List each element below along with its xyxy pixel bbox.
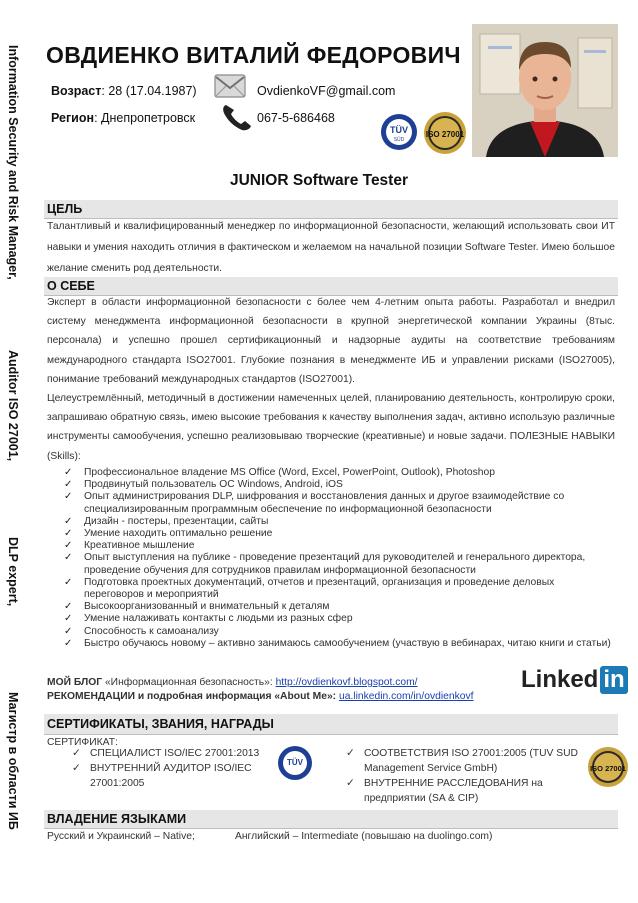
list-item: ✓ Умение налаживать контакты с людьми из разных сфер [64, 613, 353, 625]
check-icon: ✓ [64, 479, 73, 491]
sidebar-title-3: DLP expert, [6, 537, 20, 607]
language-english: Английский – Intermediate (повышаю на duolingo.com) [235, 831, 493, 842]
list-item: ✓ Способность к самоанализу [64, 625, 219, 637]
check-icon: ✓ [64, 601, 73, 613]
check-icon: ✓ [64, 528, 73, 540]
section-about-heading: О СЕБЕ [44, 277, 618, 296]
recommend-label: РЕКОМЕНДАЦИИ и подробная информация «About Me»: [47, 691, 337, 702]
list-item: ✓ ВНУТРЕННИЙ АУДИТОР ISO/IEC 27001:2005 [72, 763, 252, 789]
goal-text [47, 216, 615, 279]
list-item: ✓ Опыт выступления на публике - проведение презентаций для руководителей и генерального директора, проведение обучения для сотрудников правилам информационной безопасности [64, 552, 586, 576]
vertical-sidebar [6, 45, 34, 845]
linkedin-logo[interactable] [521, 666, 628, 694]
email-text[interactable]: OvdienkoVF@gmail.com [257, 84, 396, 98]
linkedin-in-icon: in [600, 666, 627, 694]
sidebar-title-4: Магистр в области ИБ [6, 692, 20, 830]
section-certs-heading: СЕРТИФИКАТЫ, ЗВАНИЯ, НАГРАДЫ [44, 714, 618, 735]
sidebar-title-1: Information Security and Risk Manager, [6, 45, 20, 280]
sidebar-title-2: Auditor ISO 27001, [6, 350, 20, 462]
certs-right [346, 746, 584, 806]
recommend-line [47, 691, 474, 702]
age-label: Возраст [51, 84, 102, 98]
about-paragraph-2: Целеустремлённый, методичный в достижении намеченных целей, планированию деятельность, контролирую сроки, запрашиваю обратную связь, имею высокие требования к качеству выполнения задач, активно использую различные инструменты самообучения, успешно реализовываю творческие (креативные) и новые задачи. ПОЛЕЗНЫЕ НАВЫКИ (Skills): [47, 393, 615, 462]
blog-label: МОЙ БЛОГ [47, 677, 103, 688]
list-item: ✓ Опыт администрирования DLP, шифрования и восстановления данных и другое взаимодействие со специализированным программным обеспечение по информационной безопасности [64, 491, 565, 515]
linkedin-logo-word: Linked [521, 666, 599, 693]
list-item: ✓ ВНУТРЕННИЕ РАССЛЕДОВАНИЯ на предприятии (SA & CIP) [346, 778, 543, 804]
phone-text[interactable]: 067-5-686468 [257, 111, 335, 125]
linkedin-link[interactable]: ua.linkedin.com/in/ovdienkovf [338, 691, 474, 702]
list-item: ✓ Умение находить оптимально решение [64, 528, 273, 540]
region-value: : Днепропетровск [94, 111, 196, 125]
check-icon: ✓ [64, 552, 73, 564]
phone-icon [220, 102, 254, 132]
tuv-badge-sub: SÜD [393, 137, 405, 143]
section-goal-heading: ЦЕЛЬ [44, 200, 618, 219]
language-native: Русский и Украинский – Native; [47, 831, 195, 842]
job-title: JUNIOR Software Tester [229, 172, 408, 189]
check-icon: ✓ [64, 613, 73, 625]
age-line [51, 84, 197, 98]
check-icon: ✓ [346, 748, 355, 759]
blog-line [47, 677, 418, 688]
region-line [51, 111, 195, 125]
tuv-badge-icon [377, 112, 421, 152]
check-icon: ✓ [64, 637, 73, 649]
check-icon: ✓ [64, 467, 73, 478]
check-icon: ✓ [64, 576, 73, 588]
section-languages-heading: ВЛАДЕНИЕ ЯЗЫКАМИ [44, 810, 618, 829]
list-item: ✓ Быстро обучаюсь новому – активно занимаюсь самообучением (участвую в вебинарах, читаю книги и статьи) [64, 637, 611, 649]
iso-badge-text: ISO 27001 [425, 130, 465, 139]
check-icon: ✓ [64, 515, 73, 527]
mail-icon [214, 74, 246, 98]
check-icon: ✓ [64, 491, 73, 503]
age-value: : 28 (17.04.1987) [101, 84, 197, 98]
list-item: ✓ СООТВЕТСТВИЯ ISO 27001:2005 (TUV SUD Management Service GmbH) [346, 748, 578, 774]
region-label: Регион [51, 111, 95, 125]
check-icon: ✓ [64, 540, 73, 552]
list-item: ✓ Высокоорганизованный и внимательный к деталям [64, 601, 330, 613]
iso-badge-icon [421, 110, 469, 156]
about-text [47, 293, 615, 466]
list-item: ✓ Подготовка проектных документаций, отчетов и презентаций, организация и проведение деловых переговоров и мероприятий [64, 576, 555, 601]
list-item: ✓ Профессиональное владение MS Office (Word, Excel, PowerPoint, Outlook), Photoshop [64, 467, 495, 478]
list-item: ✓ Креативное мышление [64, 540, 195, 552]
check-icon: ✓ [72, 763, 81, 774]
tuv-badge-icon-small [275, 744, 315, 782]
goal-paragraph: Талантливый и квалифицированный менеджер по информационной безопасности, желающий использовать свои ИТ навыки и умения находить отличия в фактическом и желаемом на начальной позиции Software Tester. Имею большое желание сменить род деятельности. [47, 221, 615, 274]
iso-badge-icon-small [585, 745, 631, 789]
check-icon: ✓ [64, 625, 73, 637]
certs-left [72, 746, 272, 791]
list-item: ✓ Дизайн - постеры, презентации, сайты [64, 515, 269, 527]
about-paragraph-1: Эксперт в области информационной безопасности с более чем 4-летним опыта работы. Разработал и внедрил систему менеджмента информационной безопасности в крупной энергетической компании Украины (8тыс. персонала) и успешно прошел сертификационный и надзорные аудиты на соответствие требованиям международного стандарта ISO27001. Глубокие познания в менеджменте ИБ и управлении рисками (ISO27005), понимание требований международных стандартов (ISO27001). [47, 297, 615, 385]
check-icon: ✓ [346, 778, 355, 789]
check-icon: ✓ [72, 748, 81, 759]
list-item: ✓ СПЕЦИАЛИСТ ISO/IEC 27001:2013 [72, 748, 260, 759]
tuv-badge-text: TÜV [390, 125, 408, 135]
skills-list [64, 467, 614, 650]
certs-intro: СЕРТИФИКАТ: [47, 737, 118, 748]
profile-photo [472, 24, 618, 157]
tuv-badge-small-text: TÜV [287, 758, 303, 767]
iso-badge-small-text: ISO 27001 [590, 764, 626, 773]
blog-link[interactable]: http://ovdienkovf.blogspot.com/ [275, 677, 418, 688]
list-item: ✓ Продвинутый пользователь ОС Windows, Android, iOS [64, 479, 343, 491]
blog-desc: «Информационная безопасность»: [102, 677, 276, 688]
person-name: ОВДИЕНКО ВИТАЛИЙ ФЕДОРОВИЧ [46, 42, 461, 68]
